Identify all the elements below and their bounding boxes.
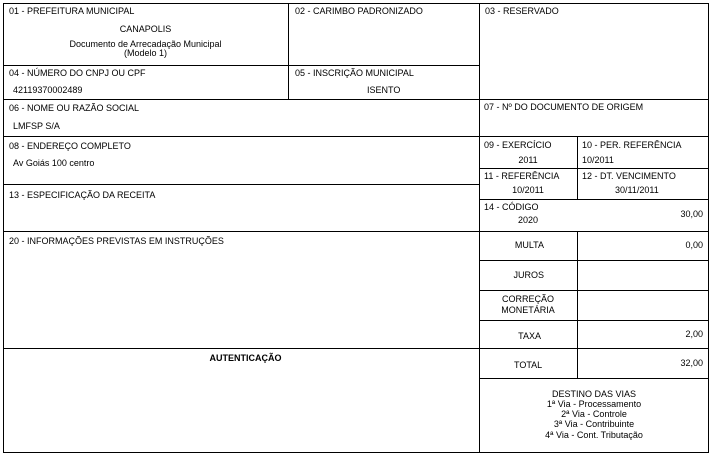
carimbo-label: 02 - CARIMBO PADRONIZADO	[295, 6, 423, 16]
prefeitura-label: 01 - PREFEITURA MUNICIPAL	[9, 6, 135, 16]
destino-line: 3ª Via - Contribuinte	[553, 419, 635, 429]
divider	[288, 3, 289, 99]
razao-social-label: 06 - NOME OU RAZÃO SOCIAL	[9, 103, 140, 113]
divider	[3, 231, 709, 232]
codigo-value: 2020	[517, 215, 539, 225]
divider	[479, 3, 480, 453]
destino-line: 4ª Via - Cont. Tributação	[545, 430, 643, 440]
referencia-value: 10/2011	[512, 185, 544, 195]
exercicio-label: 09 - EXERCÍCIO	[484, 140, 552, 150]
doc-origem-label: 07 - Nº DO DOCUMENTO DE ORIGEM	[484, 102, 644, 112]
cnpj-label: 04 - NÚMERO DO CNPJ OU CPF	[9, 68, 146, 78]
especificacao-label: 13 - ESPECIFICAÇÃO DA RECEITA	[9, 190, 156, 200]
divider	[3, 99, 709, 100]
document-title: Documento de Arrecadação Municipal	[69, 39, 222, 49]
multa-label: MULTA	[514, 240, 544, 250]
cnpj-value: 42119370002489	[13, 85, 83, 95]
total-value: 32,00	[680, 358, 703, 368]
document-model: (Modelo 1)	[123, 48, 168, 58]
reservado-label: 03 - RESERVADO	[485, 6, 559, 16]
correcao-label-2: MONETÁRIA	[501, 305, 555, 315]
divider	[479, 199, 709, 200]
juros-label: JUROS	[513, 270, 544, 280]
destino-title: DESTINO DAS VIAS	[551, 389, 637, 399]
autenticacao-label: AUTENTICAÇÃO	[209, 353, 282, 363]
informacoes-label: 20 - INFORMAÇÕES PREVISTAS EM INSTRUÇÕES	[9, 236, 224, 246]
referencia-label: 11 - REFERÊNCIA	[484, 171, 560, 181]
vencimento-label: 12 - DT. VENCIMENTO	[582, 171, 676, 181]
divider	[577, 231, 578, 378]
total-label: TOTAL	[514, 360, 543, 370]
correcao-label: CORREÇÃO	[501, 294, 554, 304]
endereco-label: 08 - ENDEREÇO COMPLETO	[9, 141, 131, 151]
per-referencia-label: 10 - PER. REFERÊNCIA	[582, 140, 682, 150]
multa-value: 0,00	[685, 240, 703, 250]
razao-social-value: LMFSP S/A	[13, 121, 60, 131]
divider	[3, 65, 479, 66]
codigo-label: 14 - CÓDIGO	[484, 202, 539, 212]
divider	[479, 320, 709, 321]
codigo-amount: 30,00	[680, 209, 703, 219]
exercicio-value: 2011	[518, 155, 538, 165]
vencimento-value: 30/11/2011	[615, 185, 659, 195]
taxa-value: 2,00	[685, 329, 703, 339]
inscricao-value: ISENTO	[367, 85, 401, 95]
per-referencia-value: 10/2011	[582, 155, 614, 165]
divider	[3, 184, 479, 185]
city-name: CANAPOLIS	[119, 24, 172, 34]
divider	[479, 260, 709, 261]
inscricao-label: 05 - INSCRIÇÃO MUNICIPAL	[295, 68, 414, 78]
divider	[3, 136, 709, 137]
destino-line: 1ª Via - Processamento	[546, 399, 642, 409]
destino-line: 2ª Via - Controle	[561, 409, 627, 419]
divider	[479, 378, 709, 379]
endereco-value: Av Goiás 100 centro	[13, 158, 95, 168]
divider	[3, 348, 709, 349]
divider	[577, 136, 578, 199]
taxa-label: TAXA	[518, 331, 541, 341]
divider	[479, 168, 709, 169]
divider	[479, 290, 709, 291]
